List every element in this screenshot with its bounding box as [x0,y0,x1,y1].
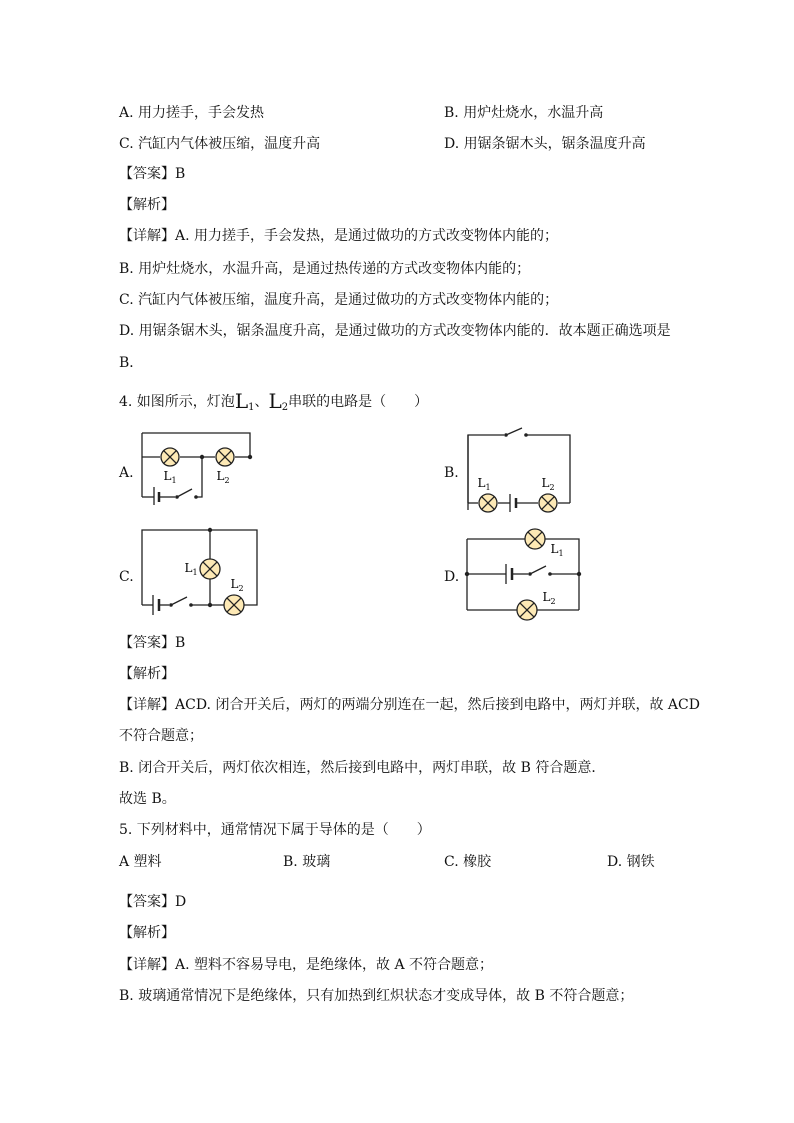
q4-lamp1: L [234,389,249,413]
lamp2-label: $L_2$ [230,577,244,593]
q4-lamp2-sub: 2 [281,401,289,413]
circuit-b-label: B. [444,465,459,481]
q3-detail-line-2: B. 用炉灶烧水，水温升高，是通过热传递的方式改变物体内能的； [119,261,531,277]
circuit-c-label: C. [119,569,134,585]
switch-blade [171,597,187,605]
detail-tag: 【详解】 [119,697,175,713]
q3-option-d: D. 用锯条锯木头，锯条温度升高 [444,136,646,152]
q4-stem-suffix: 串联的电路是（ ） [288,394,429,410]
q5-option-b: B. 玻璃 [283,854,331,870]
answer-value: B [175,166,186,182]
q3-detail-line-3: C. 汽缸内气体被压缩，温度升高，是通过做功的方式改变物体内能的； [119,292,559,308]
q4-answer-line [119,636,185,650]
switch-blade [530,566,546,574]
circuit-b-diagram [460,425,580,520]
answer-value: B [175,635,186,651]
circuit-c-diagram [135,525,265,625]
q4-lamp1-sub: 1 [248,401,255,413]
switch-blade [506,428,522,435]
q4-detail-line-4: 故选 B。 [119,791,176,807]
lamp-icon [525,529,545,549]
q4-detail-line-3: B. 闭合开关后，两灯依次相连，然后接到电路中，两灯串联，故 B 符合题意． [119,760,606,776]
q4-detail-line-1 [119,698,700,712]
q5-detail-line-2: B. 玻璃通常情况下是绝缘体，只有加热到红炽状态才变成导体，故 B 不符合题意； [119,988,634,1004]
lamp1-label: $L_1$ [550,542,564,558]
q3-option-a: A. 用力搓手，手会发热 [119,105,265,121]
lamp-icon [479,494,497,512]
q3-detail-line-4: D. 用锯条锯木头，锯条温度升高，是通过做功的方式改变物体内能的．故本题正确选项是 [119,323,671,339]
answer-tag: 【答案】 [119,894,175,910]
q5-option-d: D. 钢铁 [607,854,655,870]
lamp1-label: $L_1$ [163,469,177,485]
detail-tag: 【详解】 [119,228,175,244]
q5-option-c: C. 橡胶 [444,854,492,870]
detail-text: A. 塑料不容易导电，是绝缘体，故 A 不符合题意； [175,957,494,973]
q4-stem [119,391,428,413]
answer-tag: 【答案】 [119,166,175,182]
q3-option-b: B. 用炉灶烧水，水温升高 [444,105,604,121]
q4-detail-line-2: 不符合题意； [119,728,203,744]
lamp-icon [161,448,179,466]
answer-tag: 【答案】 [119,635,175,651]
circuit-d-label: D. [444,569,460,585]
lamp-icon [517,600,537,620]
q5-stem: 5. 下列材料中，通常情况下属于导体的是（ ） [119,822,431,838]
circuit-d-diagram [460,525,590,625]
q3-detail-line-1 [119,229,558,243]
circuit-a-diagram [130,425,260,505]
switch-blade [177,489,192,497]
q4-sep: 、 [254,394,269,410]
detail-tag: 【详解】 [119,957,175,973]
wire [196,457,202,497]
q5-answer-line [119,895,186,909]
lamp1-label: $L_1$ [184,561,198,577]
circuit-a-label: A. [119,465,134,481]
q3-detail-line-5: B． [119,355,144,371]
lamp1-label: $L_1$ [477,476,491,492]
q3-option-c: C. 汽缸内气体被压缩，温度升高 [119,136,321,152]
detail-text: ACD. 闭合开关后，两灯的两端分别连在一起，然后接到电路中，两灯并联，故 ACD [175,697,700,713]
lamp-icon [539,494,557,512]
lamp2-label: $L_2$ [542,590,556,606]
junction-dot [248,455,252,459]
answer-value: D [175,894,187,910]
analysis-tag: 【解析】 [119,925,175,941]
lamp-icon [200,559,220,579]
q5-detail-line-1 [119,958,493,972]
lamp2-label: $L_2$ [216,469,230,485]
lamp-icon [224,595,244,615]
analysis-tag: 【解析】 [119,666,175,682]
analysis-tag: 【解析】 [119,197,175,213]
lamp-icon [216,448,234,466]
lamp2-label: $L_2$ [541,476,555,492]
q3-answer-line [119,167,185,181]
q5-option-a: A 塑料 [119,854,162,870]
detail-text: A. 用力搓手，手会发热，是通过做功的方式改变物体内能的； [175,228,559,244]
q4-stem-prefix: 4. 如图所示，灯泡 [119,394,235,410]
wire [526,435,570,503]
q4-lamp2: L [268,389,282,413]
